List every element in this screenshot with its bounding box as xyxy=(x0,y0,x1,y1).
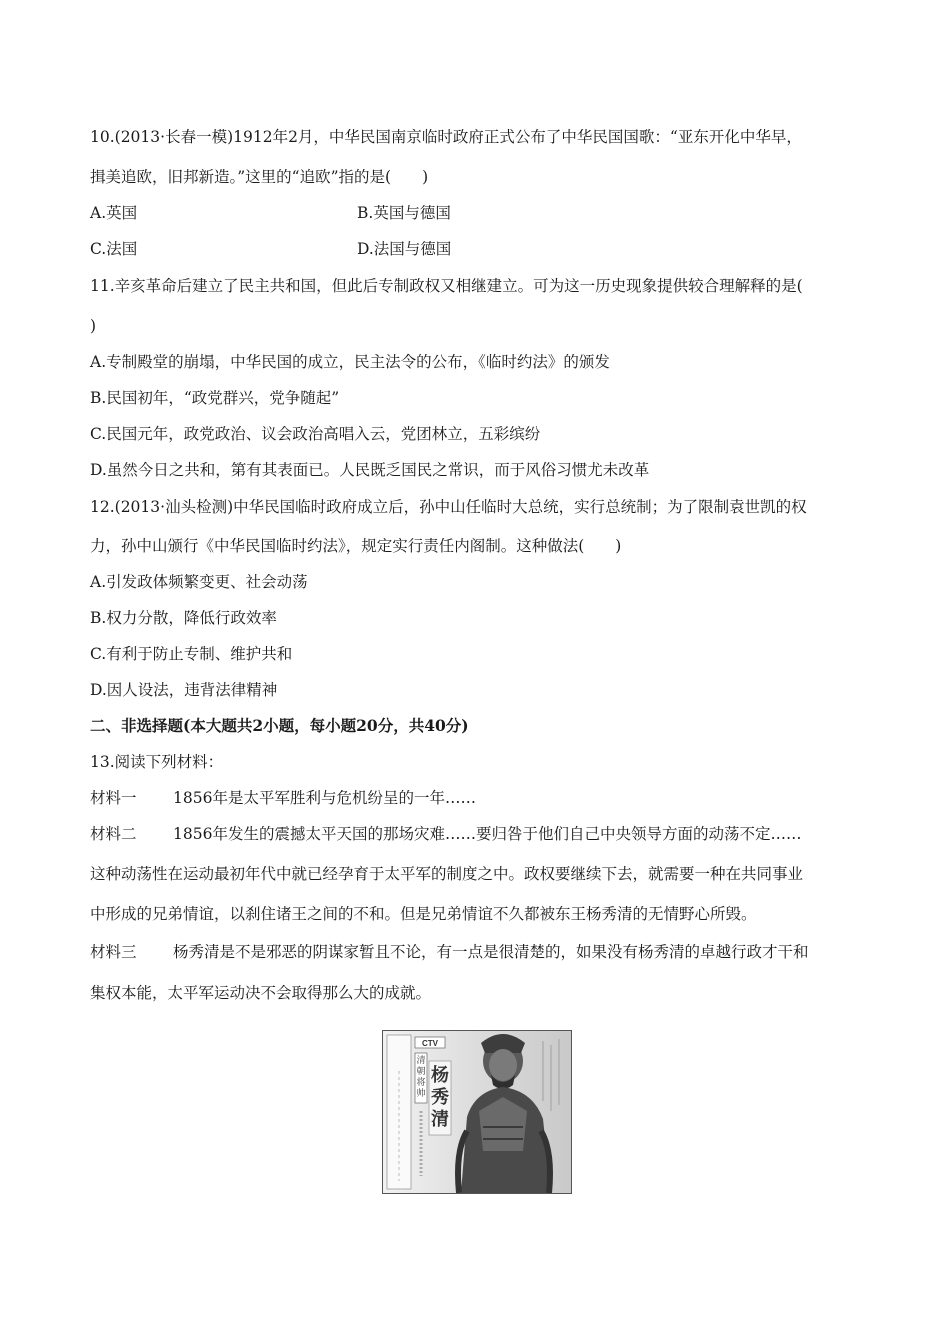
q11-stem-line1: 11.辛亥革命后建立了民主共和国，但此后专制政权又相继建立。可为这一历史现象提供较合理解释的是( xyxy=(90,277,803,295)
q11-stem-line2: ) xyxy=(90,317,97,335)
svg-text:CTV: CTV xyxy=(422,1039,438,1048)
q10-option-b: B.英国与德国 xyxy=(357,204,451,222)
section2-heading: 二、非选择题(本大题共2小题，每小题20分，共40分) xyxy=(90,716,469,735)
series-label: 清朝将帅 xyxy=(416,1056,426,1099)
q10-stem-line1: 10.(2013·长春一模)1912年2月，中华民国南京临时政府正式公布了中华民国国歌：“亚东开化中华早， xyxy=(90,128,802,146)
cover-illustration xyxy=(383,1031,571,1193)
q10-stem-line2: 揖美追欧，旧邦新造。”这里的“追欧”指的是( ) xyxy=(90,168,429,186)
material2-line2: 这种动荡性在运动最初年代中就已经孕育于太平军的制度之中。政权要继续下去，就需要一种在共同事业 xyxy=(90,865,804,883)
material1-text: 1856年是太平军胜利与危机纷呈的一年…… xyxy=(173,789,476,807)
material3-label: 材料三 xyxy=(90,943,137,961)
q10-option-c: C.法国 xyxy=(90,240,138,258)
material3-text: 杨秀清是不是邪恶的阴谋家暂且不论，有一点是很清楚的，如果没有杨秀清的卓越行政才干和 xyxy=(173,943,809,961)
yang-xiuqing-cover-image xyxy=(382,1030,572,1194)
q10-option-d: D.法国与德国 xyxy=(357,240,452,258)
material2-line3: 中形成的兄弟情谊，以刹住诸王之间的不和。但是兄弟情谊不久都被东王杨秀清的无情野心所毁。 xyxy=(90,905,757,923)
q12-stem-line2: 力，孙中山颁行《中华民国临时约法》，规定实行责任内阁制。这种做法( ) xyxy=(90,537,622,555)
q12-option-d: D.因人设法，违背法律精神 xyxy=(90,681,278,699)
q12-option-b: B.权力分散，降低行政效率 xyxy=(90,609,277,627)
q13-intro: 13.阅读下列材料： xyxy=(90,753,224,771)
q11-option-a: A.专制殿堂的崩塌，中华民国的成立，民主法令的公布，《临时约法》的颁发 xyxy=(90,353,610,371)
q12-option-a: A.引发政体频繁变更、社会动荡 xyxy=(90,573,308,591)
q12-stem-line1: 12.(2013·汕头检测)中华民国临时政府成立后，孙中山任临时大总统，实行总统制；为了限制袁世凯的权 xyxy=(90,498,807,516)
q10-option-a: A.英国 xyxy=(90,204,138,222)
figure-name: 杨秀清 xyxy=(431,1065,449,1130)
q12-option-c: C.有利于防止专制、维护共和 xyxy=(90,645,293,663)
material2-text: 1856年发生的震撼太平天国的那场灾难……要归咎于他们自己中央领导方面的动荡不定…… xyxy=(173,825,802,843)
material2-label: 材料二 xyxy=(90,825,137,843)
material3-line2: 集权本能，太平军运动决不会取得那么大的成就。 xyxy=(90,984,432,1002)
q11-option-d: D.虽然今日之共和，第有其表面已。人民既乏国民之常识，而于风俗习惯尤未改革 xyxy=(90,461,650,479)
q11-option-c: C.民国元年，政党政治、议会政治高唱入云，党团林立，五彩缤纷 xyxy=(90,425,541,443)
q11-option-b: B.民国初年，“政党群兴，党争随起” xyxy=(90,389,340,407)
side-strip xyxy=(387,1035,411,1189)
material1-label: 材料一 xyxy=(90,789,137,807)
